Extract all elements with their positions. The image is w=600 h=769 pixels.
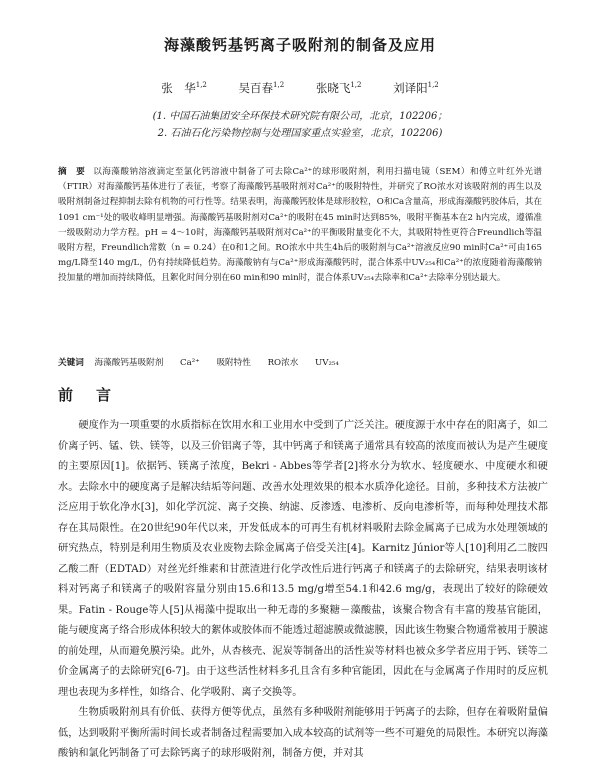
section-heading: 前 言 xyxy=(58,386,116,404)
keyword: UV₂₅₄ xyxy=(315,358,339,368)
keywords xyxy=(58,356,542,368)
paper-title: 海藻酸钙基钙离子吸附剂的制备及应用 xyxy=(163,36,436,54)
abstract xyxy=(58,165,542,287)
abstract-text: 以海藻酸钠溶液滴定至氯化钙溶液中制备了可去除Ca²⁺的球形吸附剂，利用扫描电镜（SEM）和傅立叶红外光谱（FTIR）对海藻酸钙基体进行了表征，考察了海藻酸钙基吸附剂对Ca²⁺的吸附特性，并研究了RO浓水对该吸附剂的再生以及吸附剂制备过程抑制去除有机物的可行性等。结果表明，海藻酸钙胶体是球形胶粒，O和Ca含量高，形成海藻酸钙胶体后，其在1091 cm⁻¹处的吸收峰明显增强。海藻酸钙基吸附剂对Ca²⁺的吸附在45 min时达到85%，吸附平衡基本在2 h内完成，遵循准一级吸附动力学方程。pH = 4～10时，海藻酸钙基吸附剂对Ca²⁺的平衡吸附量变化不大，其吸附特性更符合Freundlich等温吸附方程，Freundlich常数（n = 0.24）在0和1之间。RO浓水中共生4h后的吸附剂与Ca²⁺溶液反应90 min时Ca²⁺可由165 mg/L降至140 mg/L，仍有持续降低趋势。海藻酸钠有与Ca²⁺形成海藻酸钙时，混合体系中UV₂₅₄和Ca²⁺的浓度随着海藻酸钠投加量的增加而持续降低，且絮化时间分别在60 min和90 min时，混合体系UV₂₅₄去除率和Ca²⁺去除率分别达最大。 xyxy=(58,167,542,284)
keyword: RO浓水 xyxy=(267,358,299,368)
keywords-label: 关键词 xyxy=(58,358,84,368)
keyword: 吸附特性 xyxy=(216,358,251,368)
author: 张 华$^{1,2}$ xyxy=(161,81,207,95)
affiliation-line: (1. 中国石油集团安全环保技术研究院有限公司，北京，102206； xyxy=(152,111,448,122)
affiliations xyxy=(0,108,600,142)
author-list xyxy=(0,80,600,96)
body-paragraph: 硬度作为一项重要的水质指标在饮用水和工业用水中受到了广泛关注。硬度源于水中存在的阳离子，如二价离子钙、锰、铁、镁等，以及三价铝离子等，其中钙离子和镁离子通常具有较高的浓度而被认为是产生硬度的主要原因[1]。依据钙、镁离子浓度，Bekri - Abbes等学者[2]将水分为软水、轻度硬水、中度硬水和硬水。去除水中的硬度离子是解决结垢等问题、改善水处理效果的根本水质净化途径。目前，多种技术方法被广泛应用于软化净水[3]，如化学沉淀、离子交换、纳滤、反渗透、电渗析、反向电渗析等，而每种处理技术都存在其局限性。在20世纪90年代以来，开发低成本的可再生有机材料吸附去除金属离子已成为水处理领域的研究热点，特别是利用生物质及农业废物去除金属离子倍受关注[4]。Karnitz Júnior等人[10]利用乙二胺四乙酸二酐（EDTAD）对丝光纤维素和甘蔗渣进行化学改性后进行钙离子和镁离子的去除研究，结果表明该材料对钙离子和镁离子的吸附容量分别由15.6和13.5 mg/g增至54.1和42.6 mg/g，表现出了较好的除硬效果。Fatin - Rouge等人[5]从褐藻中提取出一种无毒的多聚糖－藻酸盐，该聚合物含有丰富的羧基官能团，能与硬度离子络合形成体积较大的絮体或胶体而不能透过超滤膜或微滤膜，因此该生物聚合物通常被用于膜滤的前处理，从而避免膜污染。此外，从杏核壳、泥炭等制备出的活性炭等材料也被众多学者应用于钙、镁等二价金属离子的去除研究[6-7]。由于这些活性材料多孔且含有多种官能团，因此在与金属离子作用时的反应机理也表现为多样性，如络合、化学吸附、离子交换等。 xyxy=(58,420,548,698)
author: 张晓飞$^{1,2}$ xyxy=(315,81,362,95)
author: 刘译阳$^{1,2}$ xyxy=(393,81,439,95)
abstract-label: 摘 要 xyxy=(58,167,86,177)
keyword: 海藻酸钙基吸附剂 xyxy=(94,358,164,368)
body-paragraph: 生物质吸附剂具有价低、获得方便等优点，虽然有多种吸附剂能够用于钙离子的去除，但存在着吸附量偏低，达到吸附平衡所需时间长或者制备过程需要加入成本较高的试剂等一些不可避免的局限性。本研究以海藻酸钠和氯化钙制备了可去除钙离子的球形吸附剂，制备方便，并对其 xyxy=(58,707,548,759)
affiliation-line: 2. 石油石化污染物控制与处理国家重点实验室，北京，102206) xyxy=(157,128,443,139)
keyword: Ca²⁺ xyxy=(180,358,200,368)
author: 吴百春$^{1,2}$ xyxy=(238,81,285,95)
body-text xyxy=(58,416,548,765)
